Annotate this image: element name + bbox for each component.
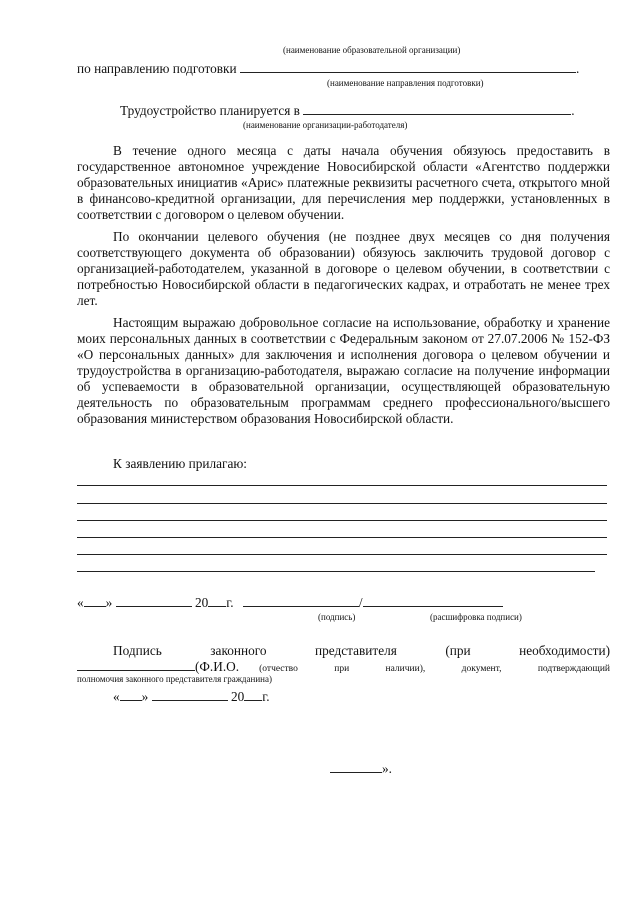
footer-blank[interactable] — [330, 760, 382, 773]
hint-employer: (наименование организации-работодателя) — [243, 120, 408, 130]
employment-blank[interactable] — [303, 102, 571, 115]
fio-label: (Ф.И.О. — [195, 659, 240, 674]
legal-rep-title: Подпись законного представителя (при необходимости) — [113, 643, 610, 658]
day-blank[interactable] — [84, 594, 106, 607]
direction-label: по направлению подготовки — [77, 61, 237, 76]
year-suffix: г. — [262, 689, 270, 704]
signature-decode-blank[interactable] — [363, 594, 503, 607]
paragraph-personal-data-consent: Настоящим выражаю добровольное согласие на использование, обработку и хранение моих персональных данных в соответствии с Федеральным законом от 27.07.2006 № 152-ФЗ «О персональных данных» для заключения и исполнения договора о целевом обучении и трудоустройства в организацию-работодателя, выражаю согласие на получение информации об успеваемости в образовательной организации, осуществляющей образовательную деятельность по образовательным программам среднего профессионального/высшего образования министерством образования Новосибирской области. — [77, 315, 610, 426]
footer-end: ». — [382, 761, 392, 776]
attachment-line[interactable] — [77, 537, 607, 538]
employment-label: Трудоустройство планируется в — [120, 103, 300, 118]
legal-rep-fio-blank[interactable] — [77, 658, 195, 671]
open-quote: « — [77, 595, 84, 610]
year-prefix: 20 — [194, 595, 209, 610]
year-blank[interactable] — [244, 688, 262, 701]
year-blank[interactable] — [208, 594, 226, 607]
hint-signature: (подпись) — [318, 612, 356, 622]
attachment-line[interactable] — [77, 571, 595, 572]
paragraph-payment-details: В течение одного месяца с даты начала обучения обязуюсь предоставить в государственное автономное учреждение Новосибирской области «Агентство поддержки образовательных инициатив «Арис» платежные реквизиты расчетного счета, открытого мной в финансово-кредитной организации, для перечисления мер поддержки, установленных в соответствии с договором о целевом обучении. — [77, 143, 610, 222]
employment-end: . — [571, 103, 575, 118]
hint-organization: (наименование образовательной организации) — [283, 45, 461, 55]
direction-row — [77, 60, 579, 77]
month-blank[interactable] — [116, 594, 192, 607]
slash: / — [358, 595, 363, 610]
paragraph-employment-obligation: По окончании целевого обучения (не позднее двух месяцев со дня получения соответствующего документа об образовании) обязуюсь заключить трудовой договор с организацией-работодателем, указанной в договоре о целевом обучении, в соответствии с потребностью Новосибирской области в педагогических кадрах, и отработать не менее трех лет. — [77, 229, 610, 308]
attachments-label: К заявлению прилагаю: — [113, 456, 247, 471]
employment-row — [120, 102, 575, 119]
attachment-line[interactable] — [77, 503, 607, 504]
legal-rep-fio-row — [77, 658, 610, 675]
signature-row — [77, 594, 503, 611]
direction-end: . — [575, 61, 580, 76]
month-blank[interactable] — [152, 688, 228, 701]
footer-row — [330, 760, 392, 777]
close-quote: » — [141, 689, 149, 704]
attachment-line[interactable] — [77, 520, 607, 521]
date-row-2 — [113, 688, 270, 705]
close-quote: » — [105, 595, 113, 610]
hint-direction: (наименование направления подготовки) — [327, 78, 484, 88]
direction-blank[interactable] — [240, 60, 576, 73]
year-suffix: г. — [226, 595, 234, 610]
open-quote: « — [113, 689, 120, 704]
hint-signature-decode: (расшифровка подписи) — [430, 612, 522, 622]
year-prefix: 20 — [230, 689, 245, 704]
legal-rep-authority-note: полномочия законного представителя гражданина) — [77, 674, 272, 684]
signature-blank[interactable] — [243, 594, 359, 607]
attachment-line[interactable] — [77, 485, 607, 486]
day-blank[interactable] — [120, 688, 142, 701]
attachment-line[interactable] — [77, 554, 607, 555]
fio-note: (отчество при наличии), документ, подтверждающий — [259, 664, 610, 674]
